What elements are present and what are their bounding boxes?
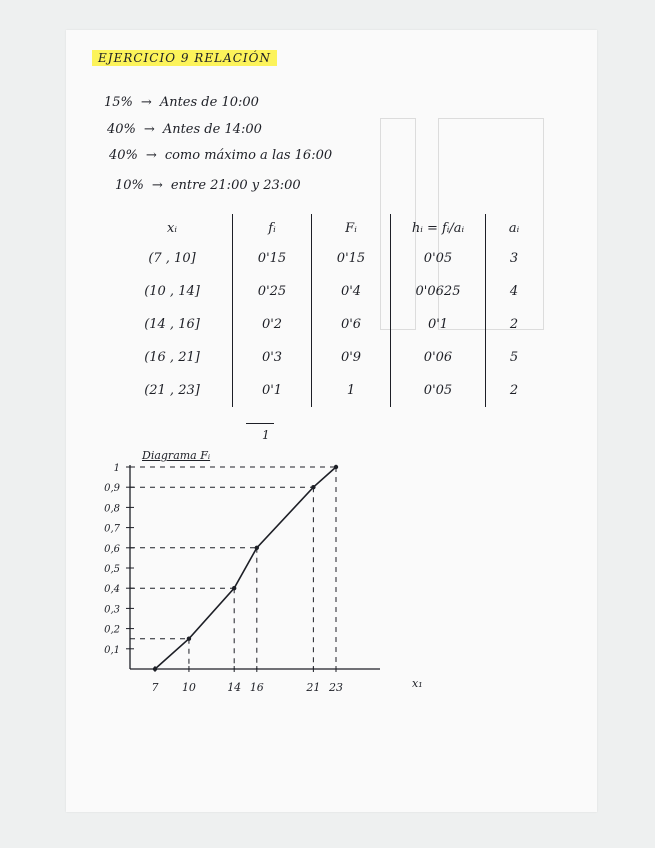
- cell-h: 0'05: [391, 242, 486, 275]
- arrow-icon: →: [143, 122, 155, 137]
- statement-desc: como máximo a las 16:00: [164, 148, 333, 163]
- data-point: [334, 465, 338, 469]
- data-point: [311, 485, 315, 489]
- chart-title: Diagrama Fᵢ: [142, 449, 211, 462]
- cell-x: (10 , 14]: [112, 275, 233, 308]
- cell-h: 0'1: [391, 308, 486, 341]
- y-tick-label: 0,5: [104, 564, 120, 575]
- y-tick-label: 0,4: [104, 584, 120, 596]
- statement-pct: 40%: [109, 148, 138, 163]
- cell-f: 0'3: [233, 341, 312, 374]
- cell-h: 0'0625: [391, 275, 486, 308]
- cell-F: 0'9: [312, 341, 391, 374]
- x-tick-label: 16: [249, 681, 264, 694]
- f-sum: 1: [262, 428, 270, 442]
- cell-h: 0'05: [391, 374, 486, 407]
- header-a: aᵢ: [508, 220, 520, 236]
- x-tick-label: 14: [227, 681, 242, 694]
- statement-desc: Antes de 14:00: [162, 122, 262, 137]
- cell-a: 4: [509, 284, 519, 299]
- cell-f: 0'15: [233, 242, 312, 275]
- cell-a: 2: [509, 383, 519, 398]
- exercise-title: EJERCICIO 9 RELACIÓN: [92, 50, 277, 66]
- statement-pct: 15%: [104, 95, 133, 110]
- cell-F: 0'4: [312, 275, 391, 308]
- x-tick-label: 10: [181, 681, 196, 694]
- x-tick-label: 7: [151, 681, 159, 694]
- statement-desc: Antes de 10:00: [159, 95, 259, 110]
- x-tick-label: 23: [329, 681, 343, 694]
- header-F: Fᵢ: [312, 214, 391, 242]
- cell-x: (16 , 21]: [112, 341, 233, 374]
- header-h: hᵢ = fᵢ/aᵢ: [391, 214, 486, 242]
- cell-f: 0'2: [233, 308, 312, 341]
- arrow-icon: →: [151, 178, 163, 193]
- cell-F: 1: [312, 374, 391, 407]
- y-tick-label: 0,8: [104, 503, 120, 515]
- cell-f: 0'1: [233, 374, 312, 407]
- cell-x: (7 , 10]: [112, 242, 233, 275]
- y-tick-label: 0,3: [104, 604, 120, 616]
- statement-pct: 10%: [115, 178, 144, 193]
- statement-desc: entre 21:00 y 23:00: [170, 178, 301, 193]
- y-tick-label: 0,6: [104, 543, 120, 555]
- header-x: xᵢ: [112, 214, 233, 242]
- cell-f: 0'25: [233, 275, 312, 308]
- cell-F: 0'6: [312, 308, 391, 341]
- data-point: [153, 667, 157, 671]
- cell-x: (21 , 23]: [112, 374, 233, 407]
- arrow-icon: →: [145, 148, 157, 163]
- cell-a: 5: [509, 350, 519, 365]
- y-tick-label: 0,2: [104, 624, 120, 636]
- arrow-icon: →: [140, 95, 152, 110]
- header-f: fᵢ: [233, 214, 312, 242]
- cell-F: 0'15: [312, 242, 391, 275]
- data-point: [255, 546, 259, 550]
- y-tick-label: 1: [113, 463, 120, 474]
- x-tick-label: 21: [306, 681, 321, 694]
- data-point: [187, 637, 191, 641]
- data-point: [232, 586, 236, 590]
- x-axis-label: x₁: [412, 677, 423, 690]
- cell-h: 0'06: [391, 341, 486, 374]
- y-tick-label: 0,1: [104, 644, 120, 656]
- y-tick-label: 0,7: [104, 523, 120, 535]
- statement-pct: 40%: [107, 122, 136, 137]
- cell-a: 2: [509, 317, 519, 332]
- cell-x: (14 , 16]: [112, 308, 233, 341]
- cell-a: 3: [509, 251, 519, 266]
- y-tick-label: 0,9: [104, 483, 120, 495]
